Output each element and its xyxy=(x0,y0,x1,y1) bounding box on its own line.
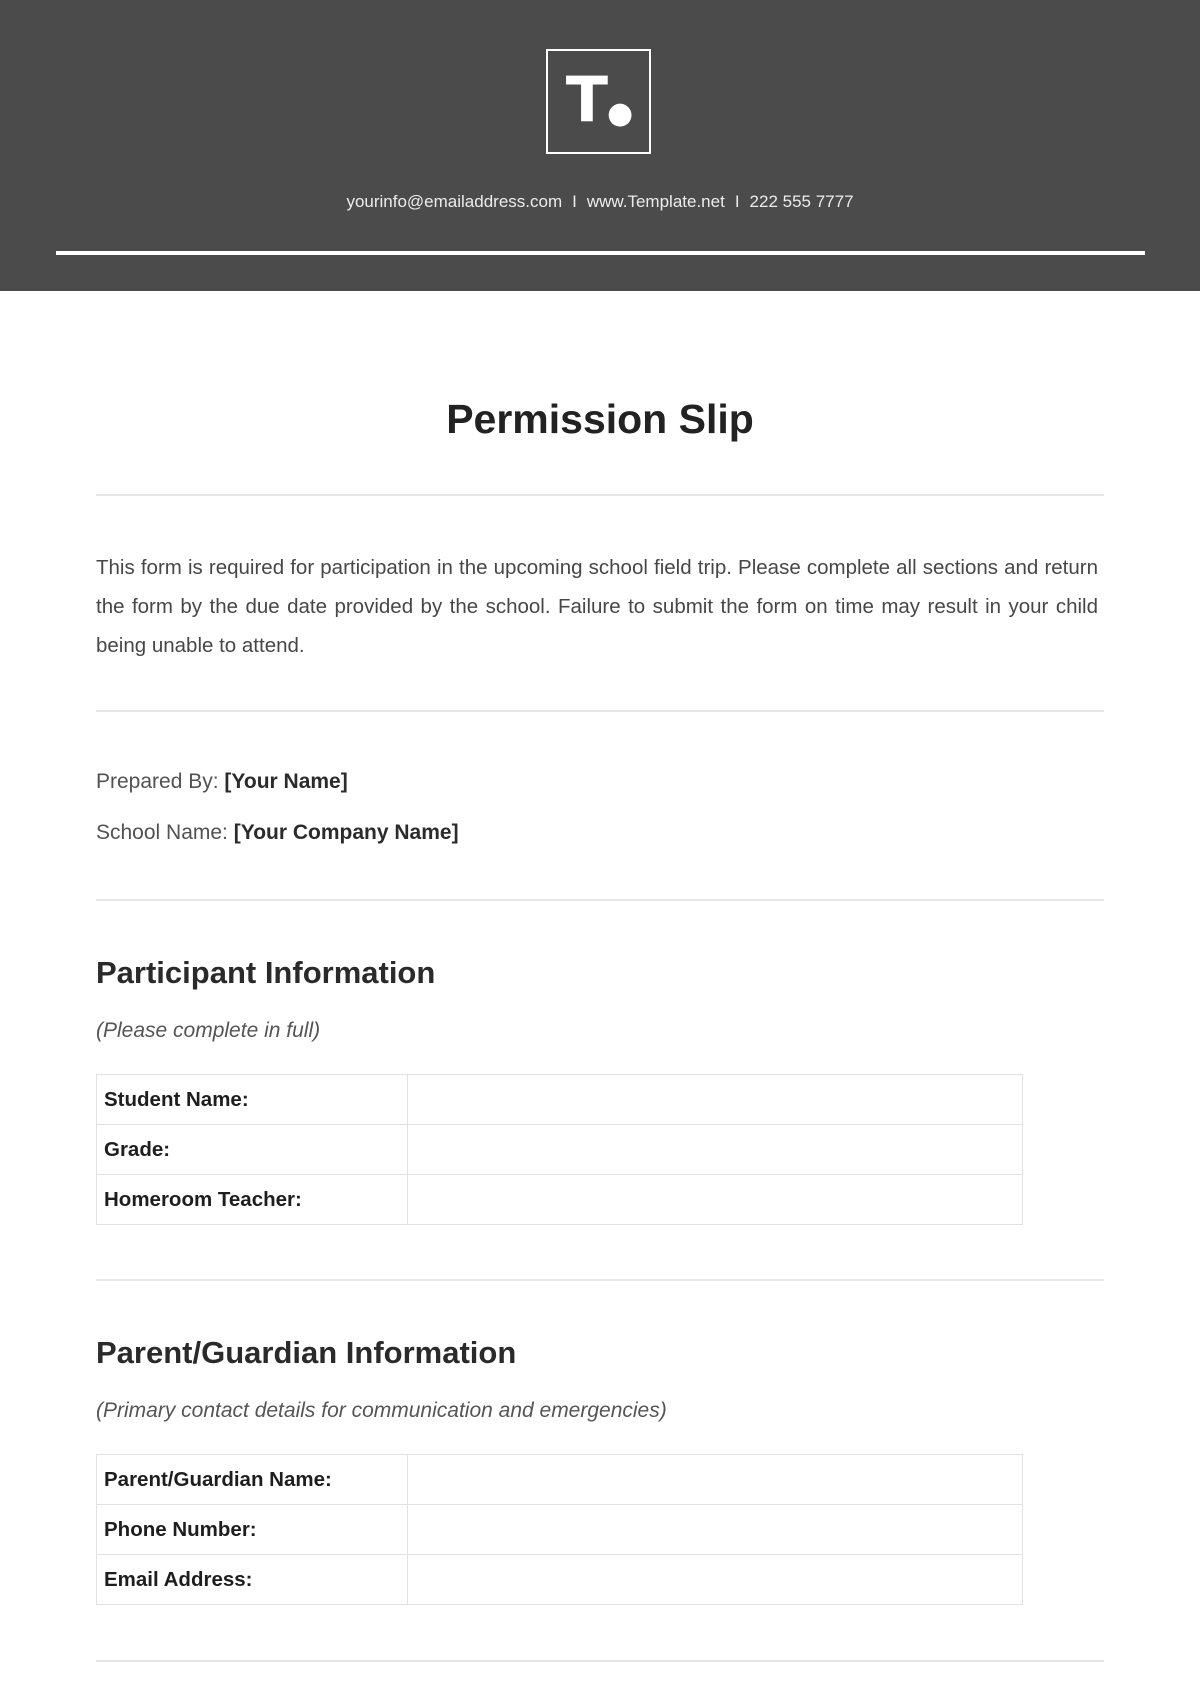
email-address-label: Email Address: xyxy=(97,1555,408,1605)
table-row xyxy=(97,1505,1023,1555)
contact-phone: 222 555 7777 xyxy=(749,192,854,211)
student-name-field[interactable] xyxy=(408,1075,1023,1125)
logo-text: T● xyxy=(565,62,632,136)
contact-line xyxy=(0,192,1200,212)
guardian-table xyxy=(96,1454,1023,1605)
table-row xyxy=(97,1075,1023,1125)
document-title: Permission Slip xyxy=(446,396,754,442)
divider xyxy=(96,1660,1104,1662)
contact-email: yourinfo@emailaddress.com xyxy=(346,192,563,211)
contact-separator: I xyxy=(572,192,577,211)
school-name-label: School Name: xyxy=(96,821,228,844)
school-name-value: [Your Company Name] xyxy=(233,821,459,844)
participant-section-note: (Please complete in full) xyxy=(96,1019,321,1042)
divider xyxy=(96,1279,1104,1281)
table-row xyxy=(97,1455,1023,1505)
school-name xyxy=(96,821,459,845)
page-header xyxy=(0,0,1200,291)
contact-separator: I xyxy=(734,192,740,211)
phone-number-field[interactable] xyxy=(408,1505,1023,1555)
participant-table xyxy=(96,1074,1023,1225)
guardian-section-title: Parent/Guardian Information xyxy=(96,1335,517,1370)
prepared-by xyxy=(96,770,348,794)
prepared-by-value: [Your Name] xyxy=(224,770,348,793)
grade-field[interactable] xyxy=(408,1125,1023,1175)
parent-guardian-name-label: Parent/Guardian Name: xyxy=(97,1455,408,1505)
table-row xyxy=(97,1555,1023,1605)
email-address-field[interactable] xyxy=(408,1555,1023,1605)
template-logo-icon xyxy=(546,49,651,154)
grade-label: Grade: xyxy=(97,1125,408,1175)
table-row xyxy=(97,1125,1023,1175)
homeroom-teacher-label: Homeroom Teacher: xyxy=(97,1175,408,1225)
contact-website: www.Template.net xyxy=(586,192,725,211)
intro-paragraph: This form is required for participation in the upcoming school field trip. Please complete all sections and return the form by the due date provided by the school. Failure to submit the form on time may result in your child being unable to attend. xyxy=(96,556,1098,657)
divider xyxy=(96,710,1104,712)
table-row xyxy=(97,1175,1023,1225)
student-name-label: Student Name: xyxy=(97,1075,408,1125)
divider xyxy=(96,494,1104,496)
divider xyxy=(96,899,1104,901)
prepared-by-label: Prepared By: xyxy=(96,770,219,793)
header-divider xyxy=(56,251,1145,255)
parent-guardian-name-field[interactable] xyxy=(408,1455,1023,1505)
guardian-section-note: (Primary contact details for communication and emergencies) xyxy=(96,1399,667,1422)
participant-section-title: Participant Information xyxy=(96,955,436,990)
homeroom-teacher-field[interactable] xyxy=(408,1175,1023,1225)
phone-number-label: Phone Number: xyxy=(97,1505,408,1555)
